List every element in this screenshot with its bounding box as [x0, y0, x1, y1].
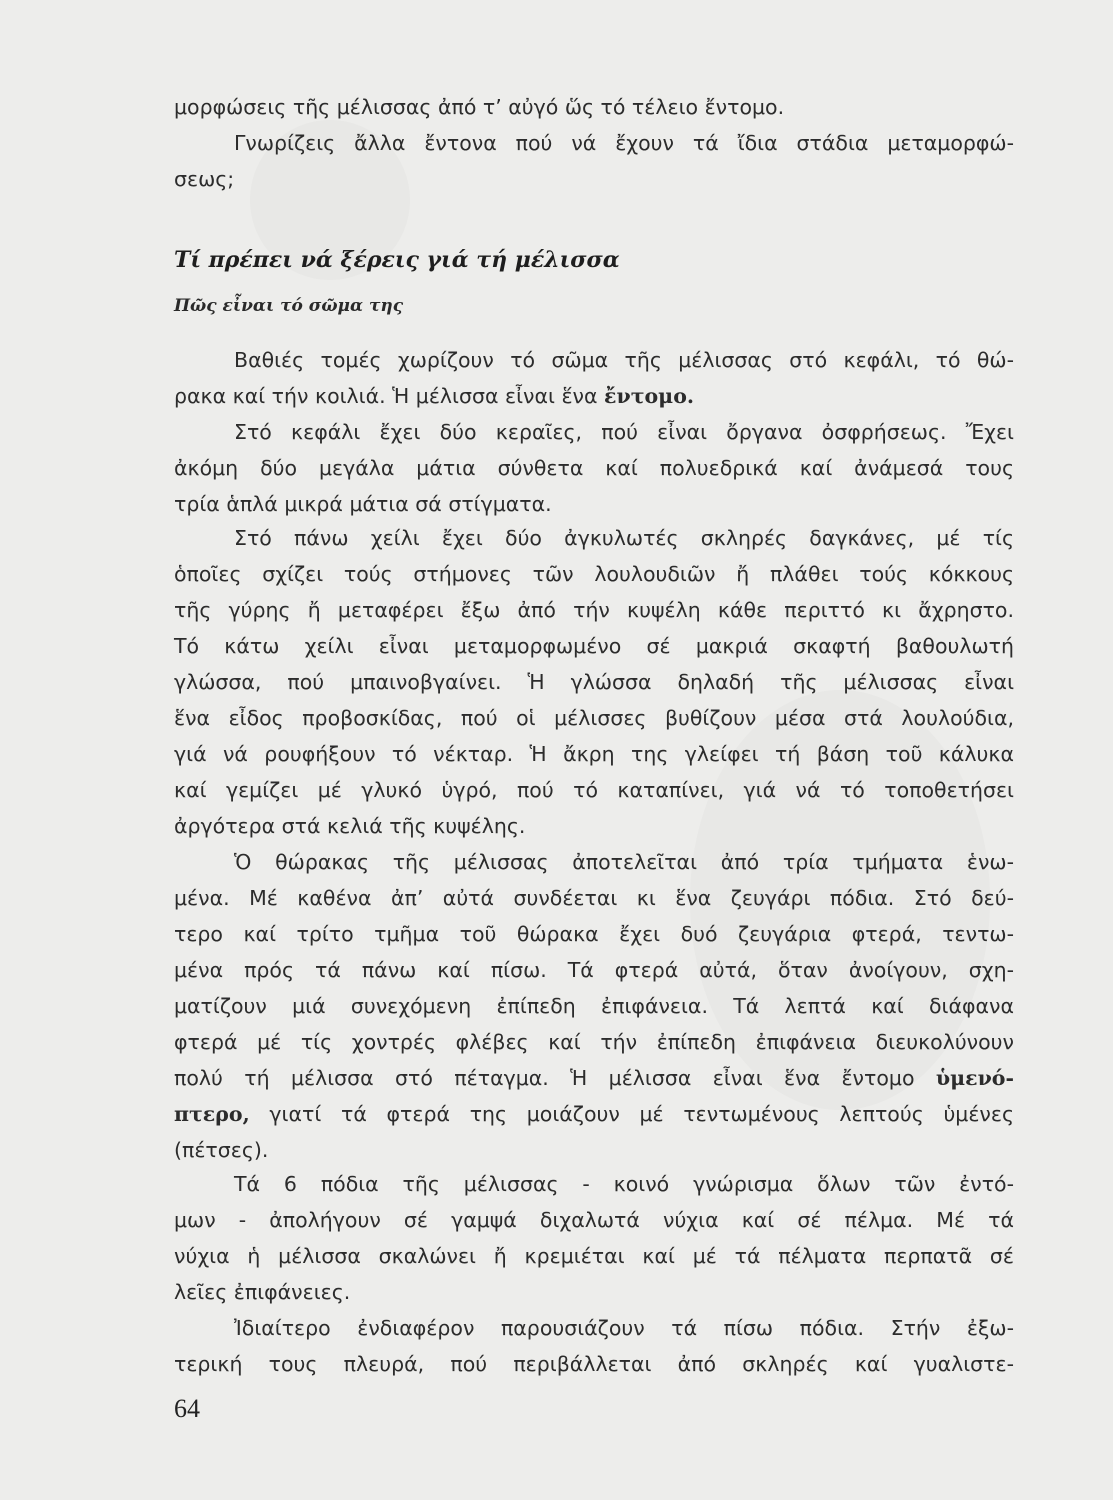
text-line: γιά νά ρουφήξουν τό νέκταρ. Ἡ ἄκρη της γλείφει τή βάση τοῦ κάλυκα: [174, 742, 1014, 766]
text-line: σεως;: [174, 167, 235, 191]
text-line: Στό κεφάλι ἔχει δύο κεραῖες, πού εἶναι ὄργανα ὀσφρήσεως. Ἔχει: [234, 420, 1014, 444]
text-line: ματίζουν μιά συνεχόμενη ἐπίπεδη ἐπιφάνεια. Τά λεπτά καί διάφανα: [174, 994, 1014, 1018]
text-line: [174, 1061, 1014, 1095]
text-line: μένα πρός τά πάνω καί πίσω. Τά φτερά αὐτά, ὅταν ἀνοίγουν, σχη-: [174, 958, 1014, 982]
section-subheading: Πῶς εἶναι τό σῶμα της: [174, 296, 404, 316]
text-line: λεῖες ἐπιφάνειες.: [174, 1280, 351, 1304]
text-line: ὁποῖες σχίζει τούς στήμονες τῶν λουλουδιῶν ἤ πλάθει τούς κόκκους: [174, 562, 1014, 586]
text-line: νύχια ἡ μέλισσα σκαλώνει ἤ κρεμιέται καί μέ τά πέλματα περπατᾶ σέ: [174, 1244, 1014, 1268]
text-line: [174, 1097, 1014, 1131]
term-hymenoptero-part2: πτερο,: [174, 1102, 250, 1126]
text-line: μένα. Μέ καθένα ἀπ’ αὐτά συνδέεται κι ἕνα ζευγάρι πόδια. Στό δεύ-: [174, 886, 1014, 910]
text-line: Γνωρίζεις ἄλλα ἔντονα πού νά ἔχουν τά ἴδια στάδια μεταμορφώ-: [234, 131, 1014, 155]
page-number: 64: [174, 1394, 200, 1423]
text-line: [174, 379, 694, 413]
text-line: τερο καί τρίτο τμῆμα τοῦ θώρακα ἔχει δυό ζευγάρια φτερά, τεντω-: [174, 922, 1014, 946]
text-line: Τά 6 πόδια τῆς μέλισσας - κοινό γνώρισμα ὅλων τῶν ἐντό-: [234, 1172, 1014, 1196]
text-line: μορφώσεις τῆς μέλισσας ἀπό τ’ αὐγό ὥς τό τέλειο ἔντομο.: [174, 95, 785, 119]
text-line: τῆς γύρης ἤ μεταφέρει ἔξω ἀπό τήν κυψέλη κάθε περιττό κι ἄχρηστο.: [174, 598, 1014, 622]
text-line: τερική τους πλευρά, πού περιβάλλεται ἀπό σκληρές καί γυαλιστε-: [174, 1352, 1014, 1376]
text-line: ἀργότερα στά κελιά τῆς κυψέλης.: [174, 814, 526, 838]
text-line: ἀκόμη δύο μεγάλα μάτια σύνθετα καί πολυεδρικά καί ἀνάμεσά τους: [174, 456, 1014, 480]
text-line: Ὁ θώρακας τῆς μέλισσας ἀποτελεῖται ἀπό τρία τμήματα ἑνω-: [234, 850, 1014, 874]
text-line: φτερά μέ τίς χοντρές φλέβες καί τήν ἐπίπεδη ἐπιφάνεια διευκολύνουν: [174, 1030, 1014, 1054]
text-line: Ἰδιαίτερο ἐνδιαφέρον παρουσιάζουν τά πίσω πόδια. Στήν ἐξω-: [234, 1316, 1014, 1340]
text-fragment: γιατί τά φτερά της μοιάζουν μέ τεντωμένους λεπτούς ὑμένες: [269, 1102, 1014, 1126]
text-line: (πέτσες).: [174, 1138, 269, 1162]
text-line: ἕνα εἶδος προβοσκίδας, πού οἱ μέλισσες βυθίζουν μέσα στά λουλούδια,: [174, 706, 1014, 730]
text-line: καί γεμίζει μέ γλυκό ὑγρό, πού τό καταπίνει, γιά νά τό τοποθετήσει: [174, 778, 1014, 802]
text-line: Βαθιές τομές χωρίζουν τό σῶμα τῆς μέλισσας στό κεφάλι, τό θώ-: [234, 348, 1014, 372]
text-fragment: ρακα καί τήν κοιλιά. Ἡ μέλισσα εἶναι ἕνα: [174, 384, 598, 408]
section-heading: Τί πρέπει νά ξέρεις γιά τή μέλισσα: [174, 247, 620, 273]
text-line: γλώσσα, πού μπαινοβγαίνει. Ἡ γλώσσα δηλαδή τῆς μέλισσας εἶναι: [174, 670, 1014, 694]
term-hymenoptero-part1: ὑμενό-: [935, 1066, 1014, 1090]
text-fragment: πολύ τή μέλισσα στό πέταγμα. Ἡ μέλισσα εἶναι ἕνα ἔντομο: [174, 1066, 915, 1090]
text-line: τρία ἁπλά μικρά μάτια σά στίγματα.: [174, 492, 552, 516]
text-line: μων - ἀπολήγουν σέ γαμψά διχαλωτά νύχια καί σέ πέλμα. Μέ τά: [174, 1208, 1014, 1232]
text-line: Στό πάνω χείλι ἔχει δύο ἀγκυλωτές σκληρές δαγκάνες, μέ τίς: [234, 526, 1014, 550]
text-line: Τό κάτω χείλι εἶναι μεταμορφωμένο σέ μακριά σκαφτή βαθουλωτή: [174, 634, 1014, 658]
term-entomo: ἔντομο.: [604, 384, 694, 408]
